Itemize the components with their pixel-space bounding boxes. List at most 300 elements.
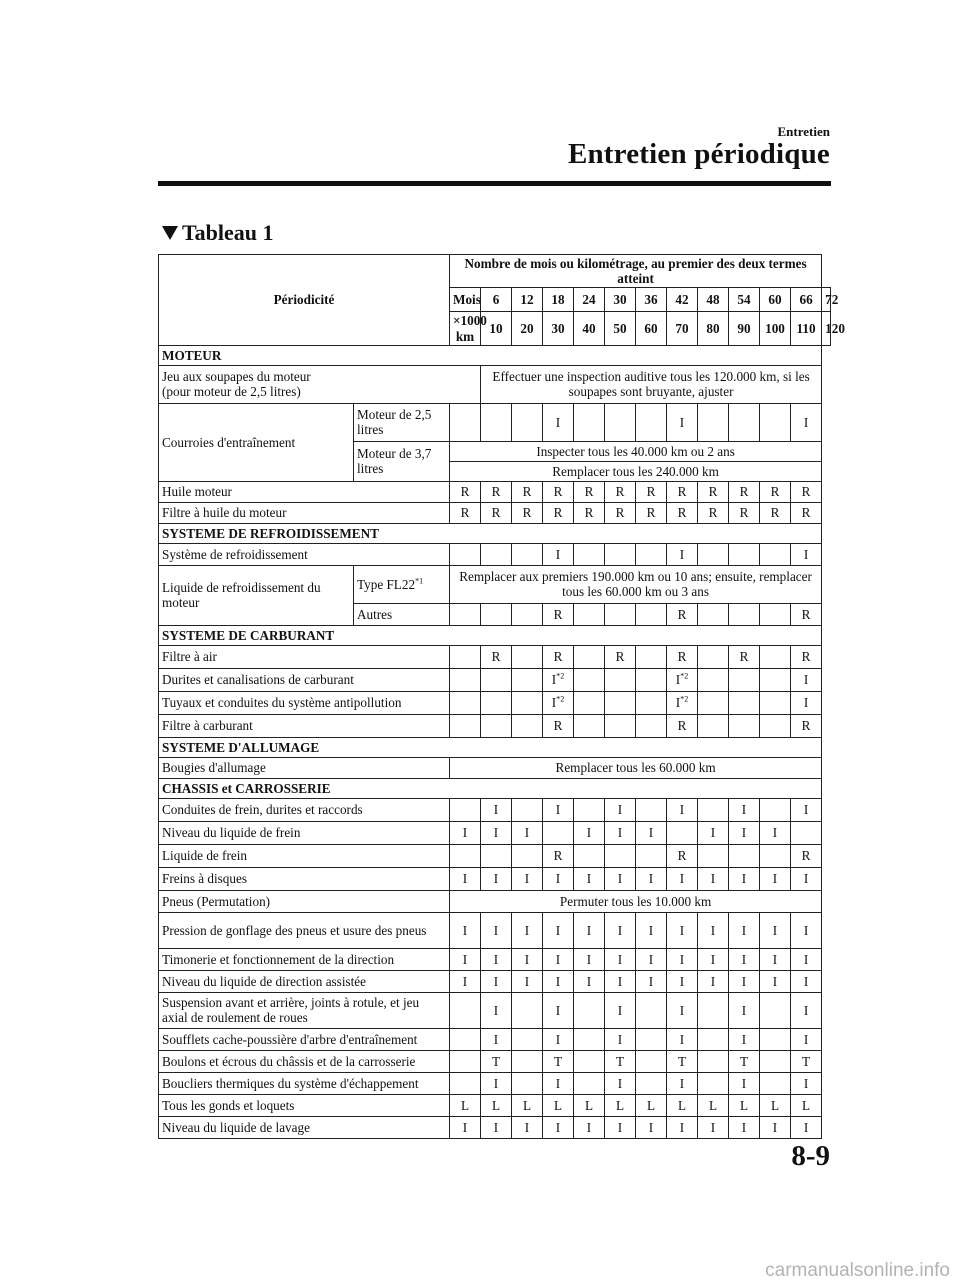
interval-cell-text: R <box>739 505 749 521</box>
interval-cell <box>605 992 636 1028</box>
mois-label-text: Mois <box>453 292 481 308</box>
interval-cell <box>791 867 822 890</box>
interval-cell <box>481 948 512 970</box>
interval-cell <box>481 481 512 502</box>
interval-cell-text: R <box>739 649 749 665</box>
sub-label <box>354 403 450 441</box>
km-value-text: 50 <box>613 320 627 336</box>
km-value-text: 70 <box>675 320 689 336</box>
interval-cell-text: L <box>553 1097 563 1113</box>
header-row-title <box>159 255 831 288</box>
interval-cell <box>481 821 512 844</box>
interval-cell-text: I <box>462 825 468 841</box>
interval-cell <box>605 912 636 948</box>
km-value <box>543 312 574 345</box>
interval-cell-text: I <box>679 973 685 989</box>
interval-cell-text: I <box>679 414 685 430</box>
interval-cell-text: R <box>801 848 811 864</box>
interval-cell <box>698 481 729 502</box>
interval-cell <box>636 1028 667 1050</box>
interval-cell-text: I <box>555 1075 561 1091</box>
interval-cell-text: R <box>553 484 563 500</box>
interval-cell-text: I <box>524 825 530 841</box>
mois-value <box>822 288 839 312</box>
interval-cell-text: I <box>493 1119 499 1135</box>
interval-cell <box>791 1094 822 1116</box>
interval-cell-text: I <box>803 1002 809 1018</box>
interval-cell <box>729 844 760 867</box>
row-label-text: Huile moteur <box>162 484 232 500</box>
interval-cell-text: R <box>739 484 749 500</box>
interval-cell <box>791 502 822 523</box>
interval-cell-text: R <box>553 718 563 734</box>
table-row <box>159 1050 831 1072</box>
interval-cell-text: I <box>617 973 623 989</box>
interval-cell <box>605 543 636 565</box>
row-label-text: Durites et canalisations de carburant <box>162 672 354 688</box>
km-value <box>760 312 791 345</box>
interval-cell-text: I <box>803 695 809 711</box>
table-row <box>159 691 831 714</box>
interval-cell <box>729 867 760 890</box>
row-label-text: Jeu aux soupapes du moteur (pour moteur de 2,5 litres) <box>162 369 311 400</box>
interval-cell-text: I <box>555 1119 561 1135</box>
mois-value-text: 18 <box>551 292 565 308</box>
interval-cell-text: R <box>553 649 563 665</box>
interval-cell <box>512 668 543 691</box>
interval-cell <box>698 603 729 625</box>
sub-label-text: Moteur de 3,7 litres <box>357 446 432 477</box>
interval-cell <box>481 403 512 441</box>
interval-cell <box>574 543 605 565</box>
interval-cell <box>450 1050 481 1072</box>
interval-cell-text: I <box>803 414 809 430</box>
footnote-marker: *2 <box>680 671 689 681</box>
interval-cell <box>667 1116 698 1138</box>
interval-cell <box>698 714 729 737</box>
interval-cell-text: I <box>803 1119 809 1135</box>
mois-value <box>605 288 636 312</box>
interval-cell <box>543 948 574 970</box>
mois-value <box>791 288 822 312</box>
interval-cell-text: I <box>772 922 778 938</box>
row-label <box>159 867 450 890</box>
interval-cell <box>729 912 760 948</box>
interval-cell <box>605 867 636 890</box>
span-text <box>481 365 822 403</box>
km-value <box>729 312 760 345</box>
interval-cell <box>574 867 605 890</box>
interval-cell <box>574 970 605 992</box>
interval-cell-text: T <box>491 1053 501 1069</box>
interval-cell-text: I <box>679 1002 685 1018</box>
interval-cell-text: I <box>617 1119 623 1135</box>
interval-cell <box>698 645 729 668</box>
interval-cell <box>791 1116 822 1138</box>
row-label <box>159 844 450 867</box>
interval-cell <box>543 1072 574 1094</box>
interval-cell <box>729 1094 760 1116</box>
interval-cell <box>698 821 729 844</box>
interval-cell <box>760 691 791 714</box>
interval-cell-text: I <box>772 825 778 841</box>
interval-cell-text: I <box>803 951 809 967</box>
interval-cell <box>791 1050 822 1072</box>
interval-cell <box>574 1050 605 1072</box>
interval-cell-text: I <box>493 1075 499 1091</box>
span-text-text: Inspecter tous les 40.000 km ou 2 ans <box>536 443 735 459</box>
interval-cell-text: T <box>802 1053 811 1069</box>
interval-cell-text: I <box>524 871 530 887</box>
interval-cell-text: L <box>522 1097 532 1113</box>
interval-cell <box>512 867 543 890</box>
section-title <box>162 220 274 246</box>
interval-cell-text: I <box>524 951 530 967</box>
sub-label-text: Autres <box>357 606 393 622</box>
interval-cell-text: I <box>551 695 557 711</box>
table-row <box>159 502 831 523</box>
interval-cell-text: L <box>739 1097 749 1113</box>
interval-cell <box>667 403 698 441</box>
interval-cell <box>636 1072 667 1094</box>
interval-cell <box>450 1072 481 1094</box>
km-value-text: 30 <box>551 320 565 336</box>
interval-cell <box>450 1116 481 1138</box>
interval-cell <box>729 603 760 625</box>
interval-cell <box>543 668 574 691</box>
interval-cell <box>698 1094 729 1116</box>
interval-cell-text: I <box>741 1119 747 1135</box>
interval-cell <box>481 714 512 737</box>
interval-cell-text: I <box>493 1031 499 1047</box>
interval-cell <box>605 948 636 970</box>
row-label-text: Bougies d'allumage <box>162 760 266 776</box>
interval-cell <box>450 992 481 1028</box>
interval-cell <box>543 1116 574 1138</box>
interval-cell-text: I <box>617 1031 623 1047</box>
mois-value <box>512 288 543 312</box>
interval-cell <box>698 543 729 565</box>
interval-cell-text: R <box>553 505 563 521</box>
interval-cell-text: I <box>741 802 747 818</box>
interval-cell-text: I <box>617 922 623 938</box>
interval-cell-text: I <box>555 951 561 967</box>
interval-cell <box>760 403 791 441</box>
mois-value-text: 60 <box>768 292 782 308</box>
km-value <box>605 312 636 345</box>
interval-cell-text: R <box>460 505 470 521</box>
interval-title-header <box>450 255 822 288</box>
interval-cell-text: I <box>675 695 681 711</box>
interval-cell <box>512 1028 543 1050</box>
interval-cell <box>791 912 822 948</box>
row-label-text: Pression de gonflage des pneus et usure des pneus <box>162 922 427 938</box>
interval-cell-text: I <box>586 1119 592 1135</box>
table-row <box>159 1072 831 1094</box>
interval-cell-text: I <box>648 871 654 887</box>
interval-cell-text: L <box>770 1097 780 1113</box>
section-title-text: Tableau 1 <box>182 220 274 245</box>
interval-cell <box>729 821 760 844</box>
row-label <box>159 645 450 668</box>
periodicite-header-text: Périodicité <box>273 292 335 308</box>
row-label <box>159 668 450 691</box>
interval-cell-text: I <box>803 672 809 688</box>
interval-cell <box>512 714 543 737</box>
section-heading <box>159 625 822 645</box>
sub-label <box>354 565 450 603</box>
table-row <box>159 365 831 403</box>
row-label-text: Suspension avant et arrière, joints à rotule, et jeu axial de roulement de roues <box>162 995 420 1026</box>
interval-cell <box>450 798 481 821</box>
table-row <box>159 821 831 844</box>
interval-cell <box>512 502 543 523</box>
span-text <box>450 461 822 481</box>
interval-cell-text: I <box>551 672 557 688</box>
footnote-marker: *2 <box>680 694 689 704</box>
interval-cell-text: R <box>801 505 811 521</box>
section-heading-text: CHASSIS et CARROSSERIE <box>162 780 331 796</box>
interval-cell <box>760 668 791 691</box>
interval-cell <box>543 798 574 821</box>
interval-cell <box>636 1094 667 1116</box>
mois-value <box>667 288 698 312</box>
interval-cell-text: I <box>493 871 499 887</box>
interval-cell <box>450 668 481 691</box>
interval-cell <box>481 1028 512 1050</box>
interval-cell <box>791 691 822 714</box>
interval-cell-text: I <box>555 802 561 818</box>
page-number: 8-9 <box>791 1140 830 1172</box>
interval-cell-text: I <box>710 1119 716 1135</box>
interval-cell-text: R <box>708 484 718 500</box>
interval-cell <box>512 543 543 565</box>
mois-value <box>574 288 605 312</box>
interval-cell <box>791 481 822 502</box>
interval-cell-text: I <box>648 973 654 989</box>
interval-cell <box>450 844 481 867</box>
interval-cell <box>636 844 667 867</box>
sub-label-text: Type FL22 <box>357 576 416 592</box>
interval-cell <box>698 867 729 890</box>
interval-cell-text: I <box>679 871 685 887</box>
interval-cell-text: R <box>615 505 625 521</box>
interval-cell <box>636 668 667 691</box>
interval-cell <box>636 603 667 625</box>
interval-cell-text: I <box>741 1031 747 1047</box>
interval-cell <box>760 867 791 890</box>
interval-cell <box>512 844 543 867</box>
row-label <box>159 1116 450 1138</box>
interval-cell <box>698 970 729 992</box>
interval-cell-text: I <box>679 546 685 562</box>
interval-cell <box>450 502 481 523</box>
interval-cell-text: L <box>646 1097 656 1113</box>
interval-cell <box>667 867 698 890</box>
interval-cell <box>481 668 512 691</box>
interval-cell-text: I <box>462 871 468 887</box>
interval-cell <box>574 1094 605 1116</box>
table-row <box>159 757 831 778</box>
row-label <box>159 502 450 523</box>
section-heading-text: SYSTEME D'ALLUMAGE <box>162 739 320 755</box>
interval-cell <box>543 481 574 502</box>
row-label <box>159 1028 450 1050</box>
interval-cell <box>450 714 481 737</box>
interval-cell-text: I <box>555 973 561 989</box>
interval-cell <box>543 502 574 523</box>
interval-cell <box>667 798 698 821</box>
interval-cell-text: I <box>710 973 716 989</box>
interval-cell-text: T <box>553 1053 563 1069</box>
interval-cell <box>605 691 636 714</box>
interval-cell <box>450 1094 481 1116</box>
footnote-marker: *2 <box>556 671 565 681</box>
interval-cell <box>729 1116 760 1138</box>
interval-cell <box>791 714 822 737</box>
interval-cell-text: I <box>803 802 809 818</box>
interval-cell <box>481 1050 512 1072</box>
triangle-down-icon <box>162 226 178 240</box>
interval-cell <box>605 1072 636 1094</box>
interval-cell-text: R <box>677 848 687 864</box>
interval-cell <box>543 645 574 668</box>
interval-cell <box>543 543 574 565</box>
interval-cell <box>512 603 543 625</box>
table-row <box>159 948 831 970</box>
interval-cell <box>729 543 760 565</box>
interval-cell <box>450 912 481 948</box>
span-text-text: Remplacer tous les 60.000 km <box>555 760 716 776</box>
interval-cell-text: R <box>770 484 780 500</box>
km-value-text: 40 <box>582 320 596 336</box>
interval-cell <box>698 912 729 948</box>
table-row <box>159 912 831 948</box>
row-label-text: Tuyaux et conduites du système antipollution <box>162 695 402 711</box>
table-row <box>159 1028 831 1050</box>
interval-cell-text: I <box>462 922 468 938</box>
interval-cell <box>512 481 543 502</box>
km-value-text: 110 <box>796 320 816 336</box>
interval-title-header-text: Nombre de mois ou kilométrage, au premier des deux termes atteint <box>464 256 807 287</box>
interval-cell <box>698 691 729 714</box>
interval-cell <box>450 645 481 668</box>
row-label <box>159 403 354 481</box>
interval-cell <box>636 867 667 890</box>
interval-cell <box>543 844 574 867</box>
interval-cell <box>605 1028 636 1050</box>
table-row <box>159 1116 831 1138</box>
interval-cell <box>760 798 791 821</box>
span-text <box>450 757 822 778</box>
interval-cell <box>543 403 574 441</box>
interval-cell <box>760 603 791 625</box>
interval-cell <box>543 970 574 992</box>
interval-cell-text: I <box>741 973 747 989</box>
interval-cell <box>791 668 822 691</box>
interval-cell <box>760 1050 791 1072</box>
interval-cell <box>729 970 760 992</box>
interval-cell <box>760 543 791 565</box>
chapter-label: Entretien <box>777 124 830 139</box>
interval-cell <box>760 912 791 948</box>
interval-cell <box>760 992 791 1028</box>
interval-cell <box>512 645 543 668</box>
interval-cell <box>760 821 791 844</box>
interval-cell <box>760 1116 791 1138</box>
interval-cell-text: R <box>677 718 687 734</box>
sub-label <box>354 603 450 625</box>
interval-cell-text: I <box>803 871 809 887</box>
mois-value <box>481 288 512 312</box>
interval-cell-text: R <box>646 505 656 521</box>
row-label-text: Système de refroidissement <box>162 546 308 562</box>
interval-cell <box>574 481 605 502</box>
interval-cell-text: R <box>615 649 625 665</box>
interval-cell <box>791 992 822 1028</box>
interval-cell-text: R <box>584 484 594 500</box>
table-row <box>159 992 831 1028</box>
row-label-text: Niveau du liquide de lavage <box>162 1119 310 1135</box>
interval-cell <box>605 481 636 502</box>
interval-cell <box>698 992 729 1028</box>
table-row <box>159 970 831 992</box>
span-text <box>450 890 822 912</box>
interval-cell <box>574 1072 605 1094</box>
section-heading <box>159 778 822 798</box>
interval-cell <box>574 992 605 1028</box>
interval-cell-text: L <box>584 1097 594 1113</box>
interval-cell <box>667 645 698 668</box>
interval-cell <box>667 992 698 1028</box>
table-row <box>159 543 831 565</box>
row-label-text: Freins à disques <box>162 871 247 887</box>
table-row <box>159 798 831 821</box>
interval-cell <box>729 1050 760 1072</box>
interval-cell-text: R <box>584 505 594 521</box>
interval-cell <box>667 691 698 714</box>
interval-cell <box>636 912 667 948</box>
interval-cell-text: I <box>586 951 592 967</box>
interval-cell <box>729 645 760 668</box>
row-label-text: Filtre à air <box>162 649 217 665</box>
interval-cell-text: I <box>493 922 499 938</box>
row-label <box>159 992 450 1028</box>
table-row <box>159 481 831 502</box>
span-text-text: Permuter tous les 10.000 km <box>559 893 712 909</box>
interval-cell <box>512 403 543 441</box>
header-rule <box>158 181 831 186</box>
table-row <box>159 844 831 867</box>
interval-cell-text: I <box>524 1119 530 1135</box>
interval-cell <box>512 1050 543 1072</box>
interval-cell <box>667 1094 698 1116</box>
interval-cell <box>574 912 605 948</box>
interval-cell-text: I <box>617 825 623 841</box>
interval-cell <box>791 543 822 565</box>
interval-cell <box>636 502 667 523</box>
section-allumage <box>159 737 831 757</box>
interval-cell-text: I <box>741 871 747 887</box>
interval-cell-text: R <box>801 484 811 500</box>
interval-cell <box>729 668 760 691</box>
row-label <box>159 691 450 714</box>
mois-label <box>450 288 481 312</box>
mois-value-text: 66 <box>799 292 813 308</box>
row-label-text: Liquide de refroidissement du moteur <box>162 580 321 611</box>
interval-cell <box>481 798 512 821</box>
section-refroidissement <box>159 523 831 543</box>
